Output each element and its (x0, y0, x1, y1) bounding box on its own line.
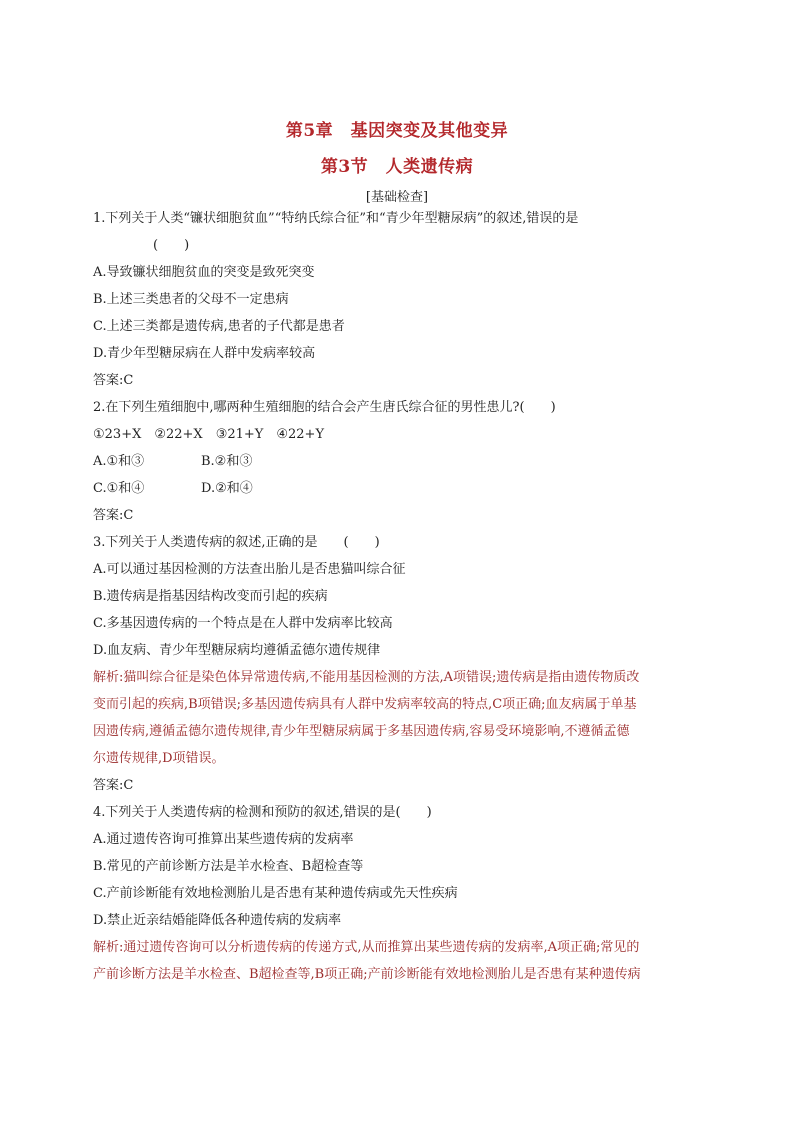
q2-option-c: C.①和④ (93, 481, 145, 496)
q2-items: ①23+X ②22+X ③21+Y ④22+Y (93, 427, 325, 442)
q2-options-row-1 (93, 448, 705, 475)
q2-stem: 2.在下列生殖细胞中,哪两种生殖细胞的结合会产生唐氏综合征的男性患儿?( ) (93, 400, 556, 415)
q1-blank: ( ) (153, 238, 190, 253)
q2-option-d: D.②和④ (201, 481, 253, 496)
q3-explanation-line-2: 变而引起的疾病,B项错误;多基因遗传病具有人群中发病率较高的特点,C项正确;血友病属于单基 (93, 697, 637, 712)
q3-explanation-line-1: 解析:猫叫综合征是染色体异常遗传病,不能用基因检测的方法,A项错误;遗传病是指由遗传物质改 (93, 670, 640, 685)
q1-answer: 答案:C (93, 373, 134, 388)
q1-option-d: D.青少年型糖尿病在人群中发病率较高 (93, 346, 316, 361)
q2-options-row-2 (93, 475, 705, 502)
q3-option-a: A.可以通过基因检测的方法查出胎儿是否患猫叫综合征 (93, 562, 406, 577)
q4-stem: 4.下列关于人类遗传病的检测和预防的叙述,错误的是( ) (93, 805, 432, 820)
q1-option-b: B.上述三类患者的父母不一定患病 (93, 292, 289, 307)
q4-option-b: B.常见的产前诊断方法是羊水检查、B超检查等 (93, 859, 364, 874)
exercise-label: [基础检查] (365, 190, 429, 205)
q3-explanation-line-4: 尔遗传规律,D项错误。 (93, 751, 225, 766)
q4-explanation-line-1: 解析:通过遗传咨询可以分析遗传病的传递方式,从而推算出某些遗传病的发病率,A项正确;常见的 (93, 940, 640, 955)
q3-stem: 3.下列关于人类遗传病的叙述,正确的是 ( ) (93, 535, 380, 550)
q3-explanation-line-3: 因遗传病,遵循孟德尔遗传规律,青少年型糖尿病属于多基因遗传病,容易受环境影响,不遵循孟德 (93, 724, 630, 739)
section-title: 第3节 人类遗传病 (320, 157, 474, 177)
q2-option-b: B.②和③ (201, 454, 253, 469)
q2-answer: 答案:C (93, 508, 134, 523)
q1-option-a: A.导致镰状细胞贫血的突变是致死突变 (93, 265, 315, 280)
q1-stem: 1.下列关于人类“镰状细胞贫血”“特纳氏综合征”和“青少年型糖尿病”的叙述,错误的是 (93, 211, 579, 226)
chapter-title: 第5章 基因突变及其他变异 (285, 121, 509, 141)
q4-option-d: D.禁止近亲结婚能降低各种遗传病的发病率 (93, 913, 342, 928)
q4-option-a: A.通过遗传咨询可推算出某些遗传病的发病率 (93, 832, 354, 847)
q2-option-a: A.①和③ (93, 454, 145, 469)
q3-answer: 答案:C (93, 778, 134, 793)
q3-option-d: D.血友病、青少年型糖尿病均遵循孟德尔遗传规律 (93, 643, 381, 658)
q4-explanation-line-2: 产前诊断方法是羊水检查、B超检查等,B项正确;产前诊断能有效地检测胎儿是否患有某种遗传病 (93, 967, 641, 982)
q1-option-c: C.上述三类都是遗传病,患者的子代都是患者 (93, 319, 345, 334)
q4-option-c: C.产前诊断能有效地检测胎儿是否患有某种遗传病或先天性疾病 (93, 886, 458, 901)
question-list (93, 205, 705, 988)
q3-option-c: C.多基因遗传病的一个特点是在人群中发病率比较高 (93, 616, 393, 631)
q3-option-b: B.遗传病是指基因结构改变而引起的疾病 (93, 589, 328, 604)
